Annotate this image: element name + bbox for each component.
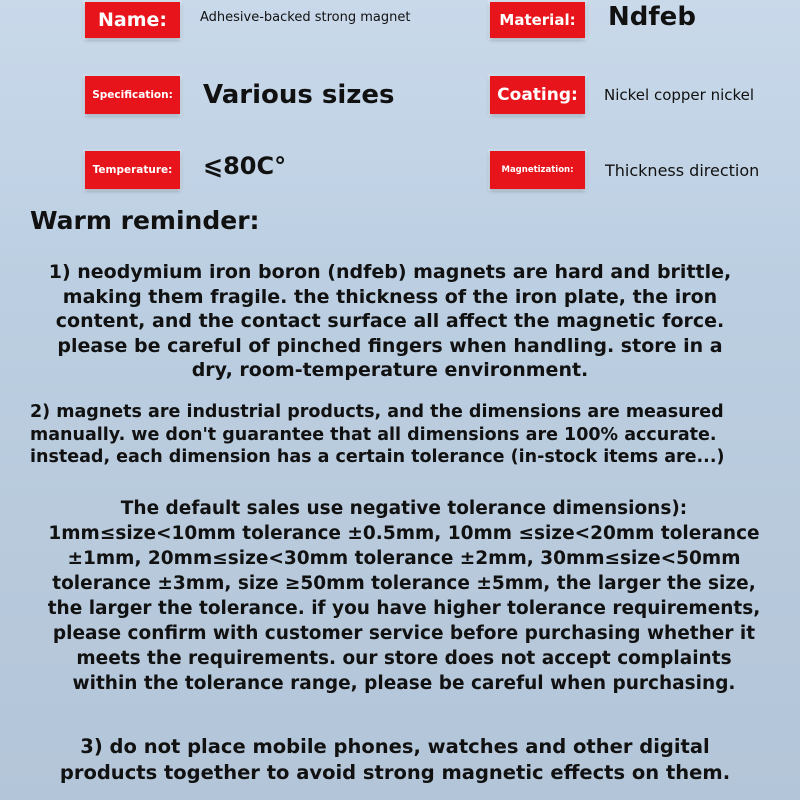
paragraph-line: tolerance ±3mm, size ≥50mm tolerance ±5mm, the larger the size, [52,573,756,594]
coating-label: Coating: [490,76,585,114]
paragraph-line: products together to avoid strong magnetic effects on them. [59,761,731,784]
paragraph-line: ±1mm, 20mm≤size<30mm tolerance ±2mm, 30mm≤size<50mm [67,548,741,569]
magnetization-label: Magnetization: [490,151,585,189]
temperature-label: Temperature: [85,151,180,189]
paragraph-line: dry, room-temperature environment. [191,359,589,381]
paragraph-line: meets the requirements. our store does not accept complaints [76,648,732,669]
paragraph-line: please confirm with customer service before purchasing whether it [52,623,756,644]
paragraph-line: the larger the tolerance. if you have higher tolerance requirements, [47,598,761,619]
name-value: Adhesive-backed strong magnet [200,10,411,25]
material-label: Material: [490,2,585,38]
reminder-paragraph-3 [0,496,800,696]
paragraph-line: please be careful of pinched fingers when handling. store in a [57,334,723,357]
paragraph-line: The default sales use negative tolerance dimensions): [120,498,688,519]
paragraph-line: 1) neodymium iron boron (ndfeb) magnets are hard and brittle, [48,261,732,283]
magnetization-value: Thickness direction [605,161,760,180]
paragraph-line: content, and the contact surface all affect the magnetic force. [55,310,725,332]
paragraph-line: instead, each dimension has a certain tolerance (in-stock items are...) [30,447,725,467]
specification-value: Various sizes [203,80,395,110]
paragraph-line: manually. we don't guarantee that all dimensions are 100% accurate. [30,424,717,445]
material-value: Ndfeb [608,2,696,32]
paragraph-line: making them fragile. the thickness of the iron plate, the iron [62,285,718,308]
specification-label: Specification: [85,76,180,114]
paragraph-line: 3) do not place mobile phones, watches and other digital [80,735,710,758]
name-label: Name: [85,2,180,38]
coating-value: Nickel copper nickel [604,86,755,104]
reminder-title: Warm reminder: [30,206,260,235]
temperature-value: ⩽80C° [203,152,287,180]
paragraph-line: 1mm≤size<10mm tolerance ±0.5mm, 10mm ≤size<20mm tolerance [48,523,760,544]
reminder-paragraph-2 [30,401,790,469]
paragraph-line: within the tolerance range, please be careful when purchasing. [72,673,736,694]
paragraph-line: 2) magnets are industrial products, and the dimensions are measured [30,402,724,422]
reminder-paragraph-1 [0,260,780,383]
reminder-paragraph-4 [0,734,790,786]
